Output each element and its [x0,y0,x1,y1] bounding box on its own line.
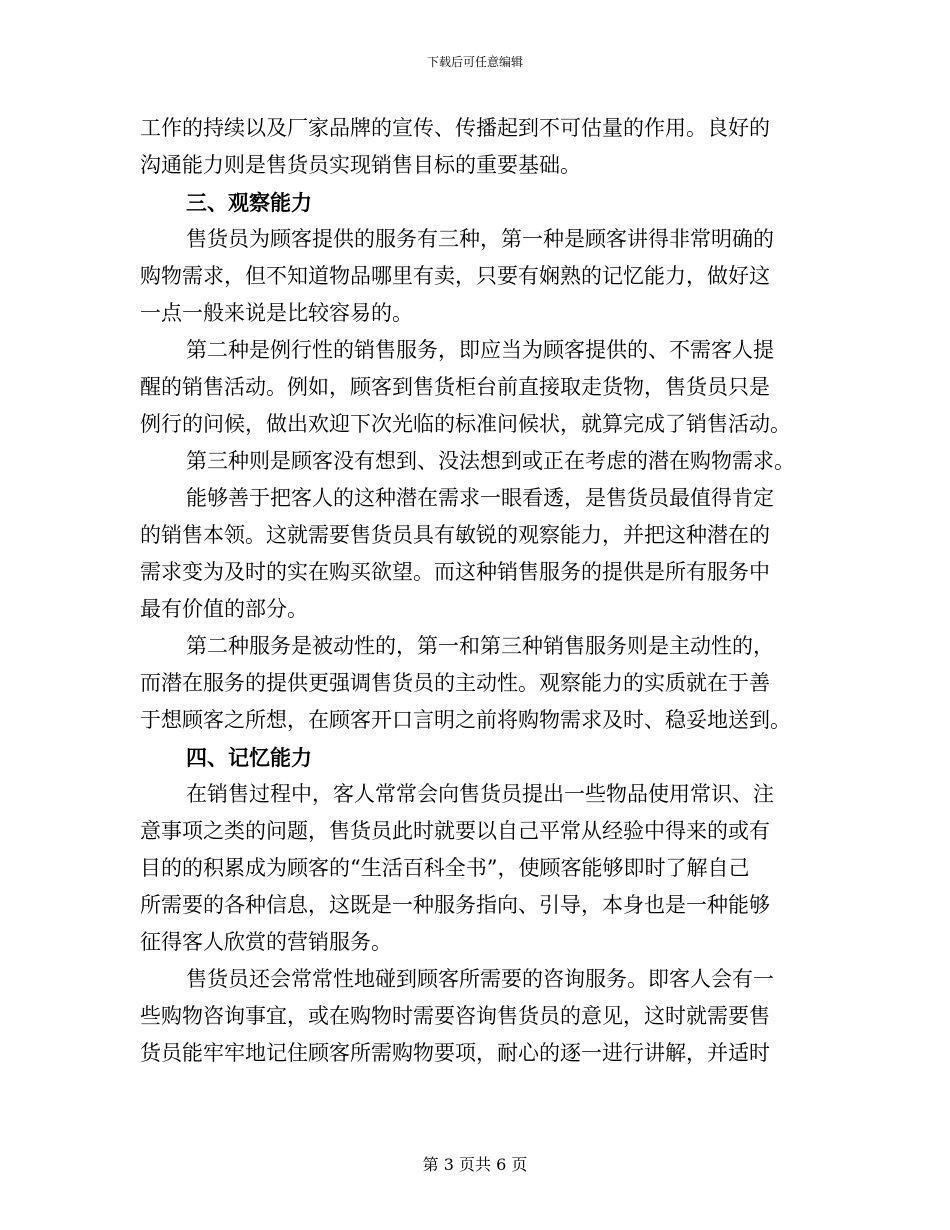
text-line: 醒的销售活动。例如，顾客到售货柜台前直接取走货物，售货员只是 [140,375,770,399]
text-line: 最有价值的部分。 [140,597,308,621]
text-line: 一点一般来说是比较容易的。 [140,301,413,325]
text-line: 第三种则是顾客没有想到、没法想到或正在考虑的潜在购物需求。 [186,449,795,473]
text-line: 售货员为顾客提供的服务有三种，第一种是顾客讲得非常明确的 [186,227,774,251]
text-line: 而潜在服务的提供更强调售货员的主动性。观察能力的实质就在于善 [140,671,770,695]
text-line: 于想顾客之所想，在顾客开口言明之前将购物需求及时、稳妥地送到。 [140,708,791,732]
text-line: 所需要的各种信息，这既是一种服务指向、引导，本身也是一种能够 [140,893,770,917]
section-heading: 四、记忆能力 [186,745,312,770]
text-line: 沟通能力则是售货员实现销售目标的重要基础。 [140,153,581,177]
text-line: 货员能牢牢地记住顾客所需购物要项，耐心的逐一进行讲解，并适时 [140,1041,770,1065]
text-line: 意事项之类的问题，售货员此时就要以自己平常从经验中得来的或有 [140,819,770,843]
page-footer: 第 3 页共 6 页 [422,1155,528,1174]
text-line: 购物需求，但不知道物品哪里有卖，只要有娴熟的记忆能力，做好这 [140,264,770,288]
text-line: 第二种服务是被动性的，第一和第三种销售服务则是主动性的， [186,634,774,658]
text-line: 例行的问候，做出欢迎下次光临的标准问候状，就算完成了销售活动。 [140,412,791,436]
text-line: 售货员还会常常性地碰到顾客所需要的咨询服务。即客人会有一 [186,967,774,991]
page-header: 下载后可任意编辑 [426,55,523,69]
text-line: 第二种是例行性的销售服务，即应当为顾客提供的、不需客人提 [186,338,774,362]
text-line: 目的的积累成为顾客的“生活百科全书”，使顾客能够即时了解自己 [140,856,750,880]
document-body [140,110,810,1072]
text-line: 的销售本领。这就需要售货员具有敏锐的观察能力，并把这种潜在的 [140,523,770,547]
text-line: 能够善于把客人的这种潜在需求一眼看透，是售货员最值得肯定 [186,486,774,510]
text-line: 征得客人欣赏的营销服务。 [140,930,392,954]
text-line: 些购物咨询事宜，或在购物时需要咨询售货员的意见，这时就需要售 [140,1004,770,1028]
section-heading: 三、观察能力 [186,190,312,215]
text-line: 在销售过程中，客人常常会向售货员提出一些物品使用常识、注 [186,782,774,806]
text-line: 工作的持续以及厂家品牌的宣传、传播起到不可估量的作用。良好的 [140,116,770,140]
text-line: 需求变为及时的实在购买欲望。而这种销售服务的提供是所有服务中 [140,560,770,584]
